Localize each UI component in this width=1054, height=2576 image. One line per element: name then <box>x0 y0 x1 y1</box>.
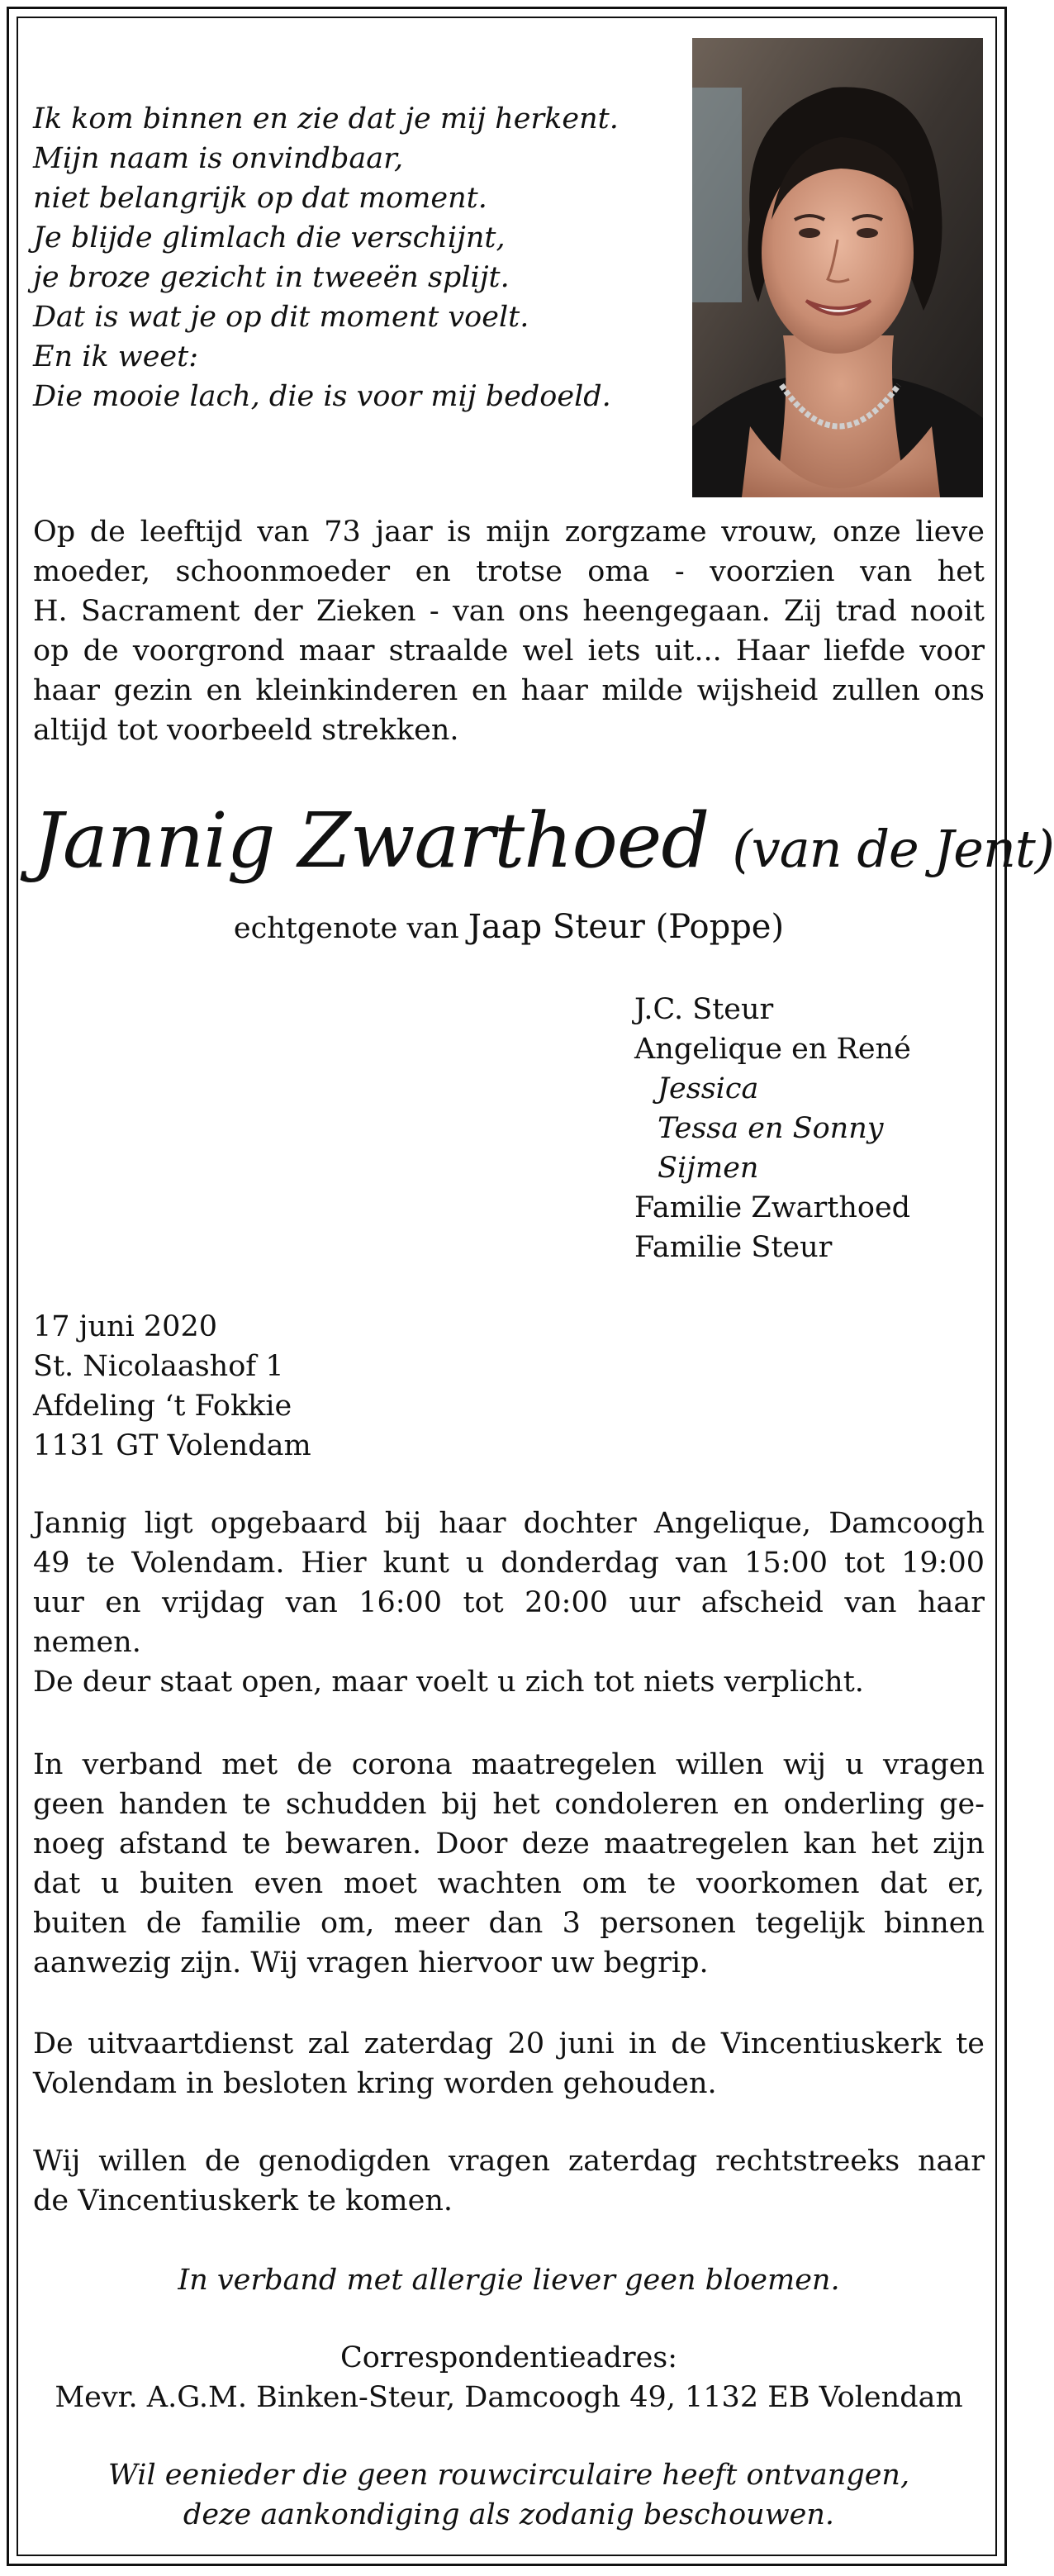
spouse-prefix: echtgenote van <box>233 912 459 945</box>
correspondence <box>33 2338 985 2417</box>
poem-line: niet belangrijk op dat moment. <box>33 182 487 215</box>
address-line: Afdeling ‘t Fokkie <box>33 1390 292 1423</box>
corona-line: noeg afstand te bewaren. Door deze maatregelen kan het zijn <box>33 1827 985 1861</box>
family-member: Angelique en René <box>634 1033 911 1066</box>
deceased-full-name: Jannig Zwarthoed <box>33 796 710 885</box>
grandchild: Sijmen <box>658 1152 759 1185</box>
poem-line: Dat is wat je op dit moment voelt. <box>33 301 529 334</box>
closing-notice <box>33 2455 985 2535</box>
viewing-line: Jannig ligt opgebaard bij haar dochter Angelique, Damcoogh <box>33 1507 985 1540</box>
viewing-paragraph <box>33 1504 985 1702</box>
corona-line: geen handen te schudden bij het condoleren en onderling ge- <box>33 1788 985 1821</box>
corona-line: In verband met de corona maatregelen willen wij u vragen <box>33 1748 985 1781</box>
viewing-line: uur en vrijdag van 16:00 tot 20:00 uur afscheid van haar <box>33 1586 985 1619</box>
flowers-notice <box>33 2260 985 2300</box>
poem-line: Ik kom binnen en zie dat je mij herkent. <box>33 102 619 135</box>
grandchild: Tessa en Sonny <box>658 1112 884 1145</box>
date-address <box>33 1307 985 1466</box>
viewing-line: 49 te Volendam. Hier kunt u donderdag van 15:00 tot 19:00 <box>33 1547 985 1580</box>
intro-line: altijd tot voorbeeld strekken. <box>33 714 459 747</box>
correspondence-label: Correspondentieadres: <box>339 2341 678 2374</box>
intro-paragraph <box>33 512 985 750</box>
poem <box>33 99 661 416</box>
closing-line: deze aankondiging als zodanig beschouwen. <box>183 2498 835 2531</box>
intro-line: op de voorgrond maar straalde wel iets uit... Haar liefde voor <box>33 634 985 668</box>
poem-line: je broze gezicht in tweeën splijt. <box>33 261 510 294</box>
service-line: Volendam in besloten kring worden gehouden. <box>33 2067 717 2100</box>
deceased-name <box>33 791 1054 899</box>
portrait-photo <box>692 38 983 497</box>
family-list <box>634 990 981 1267</box>
invite-line: de Vincentiuskerk te komen. <box>33 2184 453 2217</box>
poem-line: En ik weet: <box>33 340 198 373</box>
poem-line: Je blijde glimlach die verschijnt, <box>33 221 506 254</box>
correspondence-address: Mevr. A.G.M. Binken-Steur, Damcoogh 49, 1132 EB Volendam <box>55 2381 963 2414</box>
spouse-line <box>33 907 985 948</box>
address-line: 17 juni 2020 <box>33 1310 217 1343</box>
address-line: 1131 GT Volendam <box>33 1429 311 1462</box>
service-line: De uitvaartdienst zal zaterdag 20 juni in de Vincentiuskerk te <box>33 2027 985 2060</box>
service-paragraph <box>33 2024 985 2103</box>
intro-line: moeder, schoonmoeder en trotse oma - voorzien van het <box>33 555 985 588</box>
invite-paragraph <box>33 2141 985 2221</box>
family-member: Familie Steur <box>634 1231 833 1264</box>
corona-paragraph <box>33 1745 985 1983</box>
closing-line: Wil eenieder die geen rouwcirculaire heeft ontvangen, <box>107 2459 910 2492</box>
flowers-text: In verband met allergie liever geen bloemen. <box>178 2264 840 2297</box>
corona-line: aanwezig zijn. Wij vragen hiervoor uw begrip. <box>33 1946 709 1980</box>
intro-line: Op de leeftijd van 73 jaar is mijn zorgzame vrouw, onze lieve <box>33 516 985 549</box>
family-member: Familie Zwarthoed <box>634 1191 911 1224</box>
viewing-line: De deur staat open, maar voelt u zich tot niets verplicht. <box>33 1666 864 1699</box>
viewing-line: nemen. <box>33 1626 141 1659</box>
corona-line: buiten de familie om, meer dan 3 personen tegelijk binnen <box>33 1907 985 1940</box>
intro-line: haar gezin en kleinkinderen en haar milde wijsheid zullen ons <box>33 674 985 707</box>
corona-line: dat u buiten even moet wachten om te voorkomen dat er, <box>33 1867 985 1900</box>
family-member: J.C. Steur <box>634 993 774 1026</box>
poem-line: Die mooie lach, die is voor mij bedoeld. <box>33 380 611 413</box>
grandchild: Jessica <box>658 1072 759 1105</box>
intro-line: H. Sacrament der Zieken - van ons heengegaan. Zij trad nooit <box>33 595 985 628</box>
spouse-name: Jaap Steur (Poppe) <box>468 908 785 946</box>
address-line: St. Nicolaashof 1 <box>33 1350 284 1383</box>
invite-line: Wij willen de genodigden vragen zaterdag rechtstreeks naar <box>33 2145 985 2178</box>
deceased-maiden-name: (van de Jent) <box>732 819 1054 879</box>
poem-line: Mijn naam is onvindbaar, <box>33 142 404 175</box>
